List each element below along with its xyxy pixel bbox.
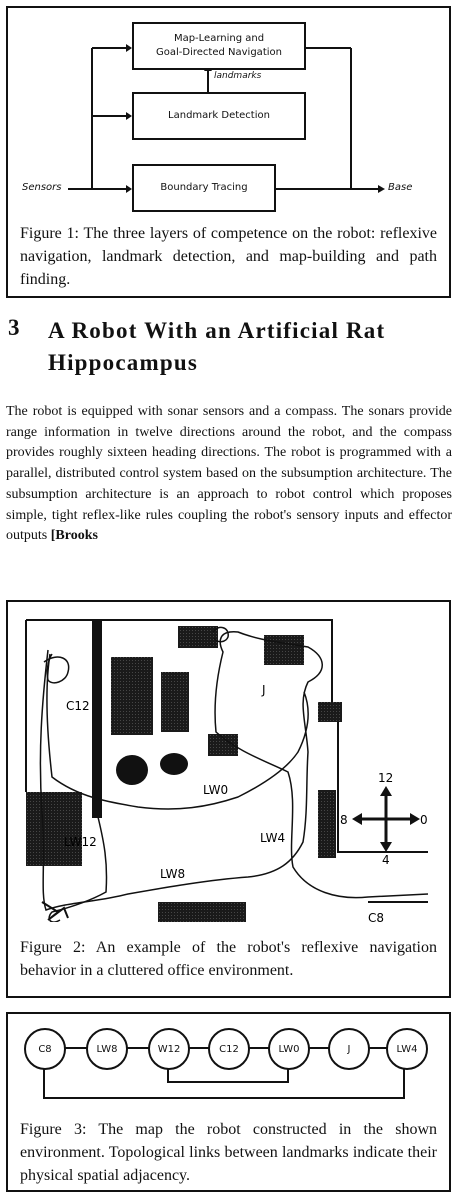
boundary-tracing-label: Boundary Tracing (160, 182, 248, 193)
node-lw0 (268, 1028, 310, 1070)
node-j (328, 1028, 370, 1070)
node-label: LW4 (396, 1043, 418, 1055)
node-label: C8 (38, 1043, 52, 1055)
node-label: C12 (219, 1043, 239, 1055)
node-lw4 (386, 1028, 428, 1070)
compass-arrow-west (352, 813, 362, 825)
figure-3-caption: Figure 3: The map the robot constructed in the shown environment. Topological links between landmarks indicate their physical spatial adjacency. (20, 1121, 437, 1184)
compass-label-west: 8 (340, 813, 348, 827)
body-paragraph (6, 402, 452, 547)
node-label: J (347, 1043, 351, 1055)
label-lw0: LW0 (203, 783, 229, 797)
map-learning-line-1: Map-Learning and (173, 33, 265, 44)
figure-2-caption: Figure 2: An example of the robot's reflexive navigation behavior in a cluttered office environment. (20, 939, 437, 979)
obstacle-desk-2 (161, 672, 189, 732)
obstacle-left-block (26, 792, 82, 866)
sensors-label: Sensors (22, 182, 62, 193)
label-lw4: LW4 (260, 831, 286, 845)
obstacle-right-small (318, 702, 342, 722)
compass-label-south: 4 (382, 853, 390, 867)
map-learning-line-2: Goal-Directed Navigation (156, 47, 282, 58)
obstacle-round-2 (160, 753, 188, 775)
landmarks-label: landmarks (214, 71, 262, 81)
landmark-detection-label: Landmark Detection (168, 110, 270, 121)
compass-label-east: 0 (420, 813, 428, 827)
obstacle-desk-1 (111, 657, 153, 735)
boundary-tracing-box (132, 164, 276, 212)
compass-arrow-north (380, 786, 392, 796)
node-label: W12 (157, 1043, 181, 1055)
arrowhead-base (378, 185, 385, 193)
landmark-detection-box (132, 92, 306, 140)
compass-arrow-south (380, 842, 392, 852)
obstacle-round-1 (116, 755, 148, 785)
map-learning-box (132, 22, 306, 70)
node-label: LW8 (96, 1043, 118, 1055)
label-j: J (262, 683, 266, 697)
figure-3-nodes (8, 1014, 449, 1114)
label-c8: C8 (368, 911, 385, 922)
label-lw8: LW8 (160, 867, 186, 881)
obstacle-right-tall (318, 790, 336, 858)
obstacle-bottom (158, 902, 246, 922)
section-title: A Robot With an Artificial Rat Hippocampus (48, 318, 386, 375)
compass-label-north: 12 (378, 771, 394, 785)
node-lw8 (86, 1028, 128, 1070)
body-text: The robot is equipped with sonar sensors and a compass. The sonars provide range information in twelve directions around the robot, and the compass provides roughly sixteen heading directions. The robot is programmed with a parallel, distributed control system based on the subsumption architecture. The subsumption architecture is an approach to robot control which proposes simple, tight reflex-like rules coupling the robot's sensory inputs and effector outputs (6, 404, 452, 544)
citation: [Brooks (50, 528, 98, 544)
figure-1-caption: Figure 1: The three layers of competence on the robot: reflexive navigation, landmark detection, and map-building and path finding. (20, 225, 437, 288)
node-c12 (208, 1028, 250, 1070)
node-label: LW0 (278, 1043, 300, 1055)
obstacle-top-1 (178, 626, 218, 648)
label-c12: C12 (66, 699, 90, 713)
section-number: 3 (8, 315, 20, 340)
node-c8 (24, 1028, 66, 1070)
figure-3 (6, 1012, 451, 1192)
obstacle-top-2 (264, 635, 304, 665)
compass-arrow-east (410, 813, 420, 825)
node-w12 (148, 1028, 190, 1070)
figure-1 (6, 6, 451, 298)
figure-2 (6, 600, 451, 998)
label-lw12: LW12 (64, 835, 97, 849)
obstacle-c12-wall (92, 620, 102, 818)
figure-2-map (8, 602, 449, 922)
base-label: Base (388, 182, 413, 193)
